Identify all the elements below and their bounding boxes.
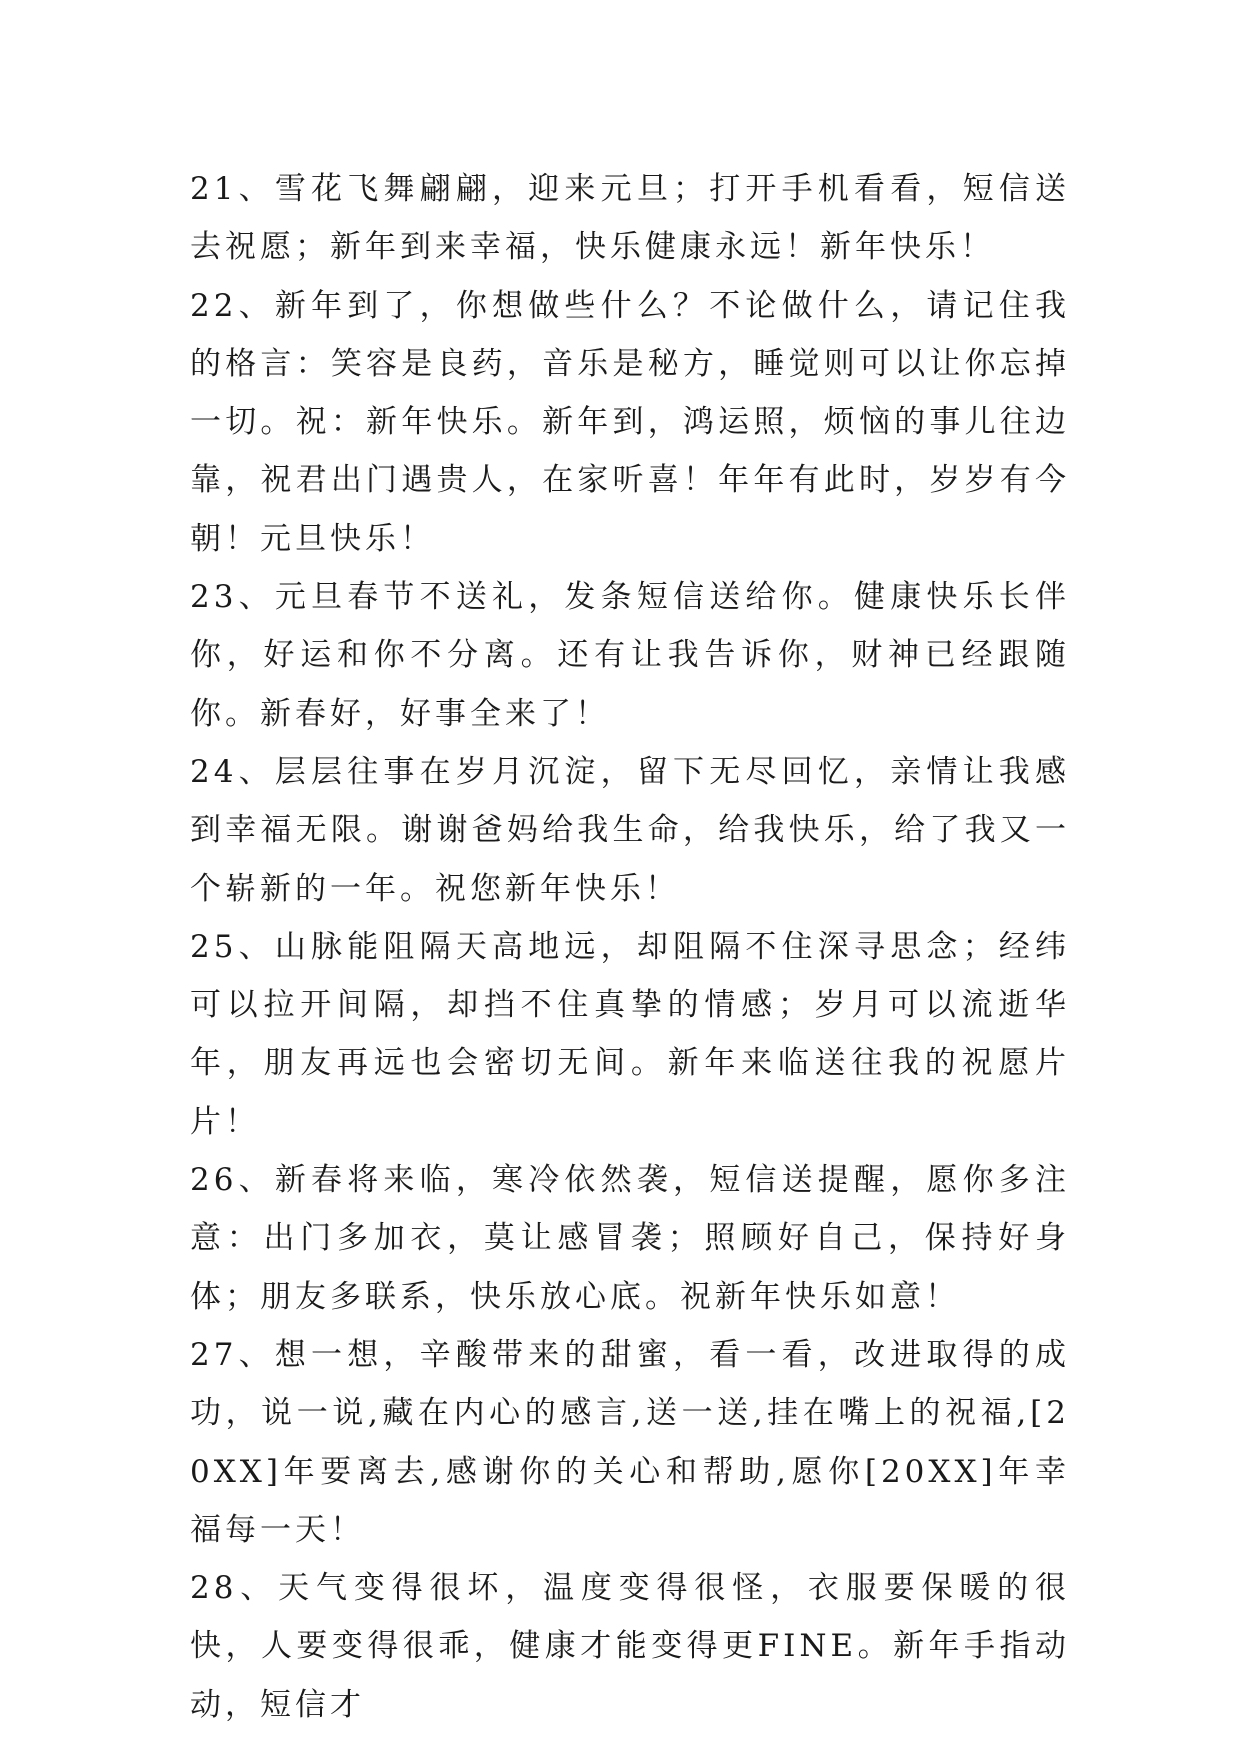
- paragraph-24: 24、层层往事在岁月沉淀，留下无尽回忆，亲情让我感到幸福无限。谢谢爸妈给我生命，给我快乐，给了我又一个崭新的一年。祝您新年快乐！: [190, 753, 1070, 907]
- paragraph-22: 22、新年到了，你想做些什么？不论做什么，请记住我的格言：笑容是良药，音乐是秘方，睡觉则可以让你忘掉一切。祝：新年快乐。新年到，鸿运照，烦恼的事儿往边靠，祝君出门遇贵人，在家听喜！年年有此时，岁岁有今朝！元旦快乐！: [190, 287, 1070, 557]
- paragraph-27: 27、想一想，辛酸带来的甜蜜，看一看，改进取得的成功，说一说,藏在内心的感言,送一送,挂在嘴上的祝福,[20XX]年要离去,感谢你的关心和帮助,愿你[20XX]年幸福每一天！: [190, 1336, 1070, 1548]
- paragraph-28: 28、天气变得很坏，温度变得很怪，衣服要保暖的很快，人要变得很乖，健康才能变得更FINE。新年手指动动，短信才: [190, 1570, 1070, 1723]
- paragraph-25: 25、山脉能阻隔天高地远，却阻隔不住深寻思念；经纬可以拉开间隔，却挡不住真挚的情感；岁月可以流逝华年，朋友再远也会密切无间。新年来临送往我的祝愿片片！: [190, 928, 1070, 1140]
- paragraph-23: 23、元旦春节不送礼，发条短信送给你。健康快乐长伴你，好运和你不分离。还有让我告诉你，财神已经跟随你。新春好，好事全来了！: [190, 579, 1070, 732]
- paragraph-26: 26、新春将来临，寒冷依然袭，短信送提醒，愿你多注意：出门多加衣，莫让感冒袭；照顾好自己，保持好身体；朋友多联系，快乐放心底。祝新年快乐如意！: [190, 1162, 1070, 1315]
- document-body: [190, 160, 1070, 1734]
- paragraph-21: 21、雪花飞舞翩翩，迎来元旦；打开手机看看，短信送去祝愿；新年到来幸福，快乐健康永远！新年快乐！: [190, 171, 1070, 266]
